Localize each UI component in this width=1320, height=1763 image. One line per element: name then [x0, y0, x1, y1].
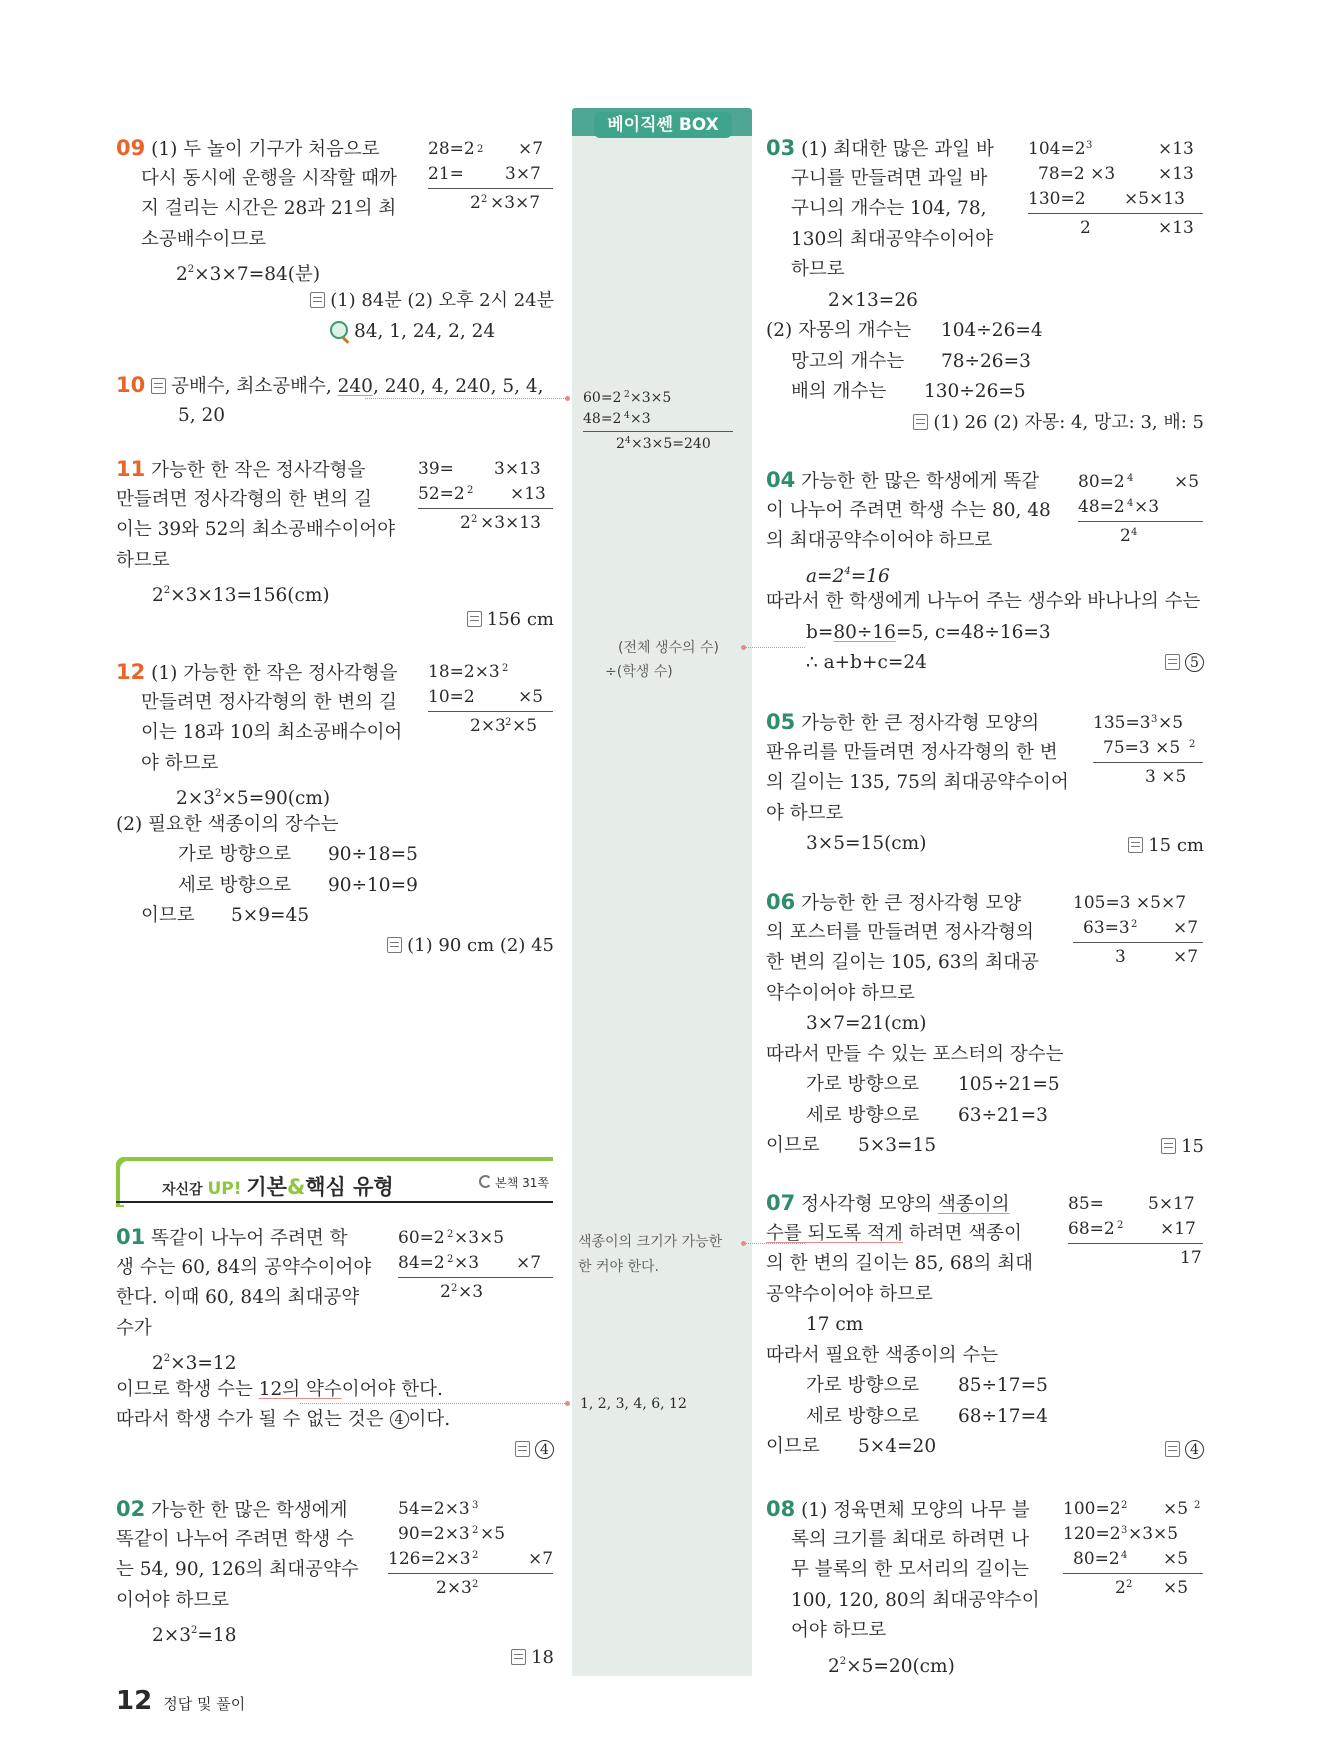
banner-pre: 자신감	[162, 1182, 203, 1198]
answer-icon	[151, 378, 166, 394]
text-line: 약수이어야 하므로	[766, 982, 915, 1004]
question-11: 11 가능한 한 작은 정사각형을 만들려면 정사각형의 한 변의 길 이는 39와 52의 최소공배수이어야 하므로 $2^2\times 3\times 13=156(cm)$	[116, 457, 396, 606]
note-04a: (전체 생수의 수)	[618, 640, 719, 656]
note-04b: ÷(학생 수)	[605, 664, 673, 680]
answer-icon	[1165, 654, 1180, 670]
text-line: (1) 두 놀이 기구가 처음으로	[151, 139, 380, 160]
question-number: 01	[116, 1225, 146, 1249]
question-01: 01 똑같이 나누어 주려면 학 생 수는 60, 84의 공약수이어야 한다. 이때 60, 84의 최대공약 수가 $2^2\times 3=12$ 이므로 학생 수는 12의 약수이어야 한다. 따라서 학생 수가 될 수 없는 것은 4 이다.	[116, 1222, 450, 1436]
question-03: 03 (1) 최대한 많은 과일 바 구니를 만들려면 과일 바 구니의 개수는 104, 78, 130의 최대공약수이어야 하므로 2×13=26 (2) 자몽의 개수는 104÷26=4 망고의 개수는 78÷26=3 배의 개수는 130÷26=5	[766, 136, 1043, 402]
question-06: 06 가능한 한 큰 정사각형 모양 의 포스터를 만들려면 정사각형의 한 변의 길이는 105, 63의 최대공 약수이어야 하므로 3×7=21(cm) 따라서 만들 수 있는 포스터의 장수는 가로 방향으로 105÷21=5 세로 방향으로 63÷21=3 이므로 5×3=15	[766, 890, 1064, 1156]
text-line: 의 한 변의 길이는 85, 68의 최대	[766, 1253, 1033, 1274]
calc-line: $2^2\times 5=20(cm)$	[828, 1655, 955, 1677]
calc-line: b=80÷16=5, c=48÷16=3	[806, 621, 1051, 643]
factor-table-02: 54=2×3 3 90=2×3 2 ×5 126=2×3 2 ×7 2×3 2	[388, 1499, 554, 1598]
banner-title2: 핵심 유형	[305, 1175, 394, 1199]
answer-icon	[913, 414, 928, 430]
text-line: 구니를 만들려면 과일 바	[791, 167, 988, 189]
text-line: 다시 동시에 운행을 시작할 때까	[141, 167, 397, 189]
connector	[365, 398, 568, 399]
calc-line: 3×5=15(cm)	[806, 833, 927, 854]
question-number: 09	[116, 136, 146, 160]
calc-line: $2^2\times 3\times 13=156(cm)$	[152, 585, 330, 606]
page-number: 12	[116, 1686, 153, 1716]
hint-09: 84, 1, 24, 2, 24	[330, 317, 495, 348]
text-line: (2) 필요한 색종이의 장수는	[116, 813, 339, 835]
banner-ref: 본책 31쪽	[479, 1174, 549, 1191]
factor-table-01: 60=2 2 ×3×5 84=2 2 ×3 ×7 2 2 ×3	[398, 1226, 553, 1305]
section-banner	[116, 1157, 553, 1207]
note-07b: 한 커야 한다.	[578, 1259, 659, 1275]
question-02: 02 가능한 한 많은 학생에게 똑같이 나누어 주려면 학생 수 는 54, 90, 126의 최대공약수 이어야 하므로 $2\times 3^2=18$	[116, 1497, 359, 1646]
factor-table-06: 105=3 ×5×7 63=3 2 ×7 3 ×7	[1073, 891, 1203, 970]
text-line: 의 포스터를 만들려면 정사각형의	[766, 921, 1034, 943]
footer	[116, 1686, 245, 1716]
answer-icon	[1161, 1138, 1176, 1154]
answer-02: 18	[511, 1643, 554, 1673]
question-number: 06	[766, 890, 796, 914]
banner-title: 기본	[246, 1175, 287, 1199]
answer-05: 15 cm	[1128, 831, 1204, 861]
answer-icon	[467, 611, 482, 627]
factor-table-07: 85= 5×17 68=2 2 ×17 17	[1068, 1194, 1202, 1268]
answer-09: (1) 84분 (2) 오후 2시 24분	[310, 286, 554, 316]
calc-line: ∴ a+b+c=24	[806, 652, 927, 673]
text-line: 하므로	[791, 259, 845, 280]
text-line: 어야 하므로	[791, 1620, 887, 1641]
question-number: 02	[116, 1497, 146, 1521]
magnifier-icon	[330, 321, 348, 339]
text-line: 따라서 한 학생에게 나누어 주는 생수와 바나나의 수는	[766, 591, 1201, 612]
calc-line: $2^2\times 3\times 7=84$(분)	[176, 264, 321, 285]
note-07a: 색종이의 크기가 가능한	[578, 1234, 723, 1250]
answer-icon	[1165, 1441, 1180, 1457]
text-line: 소공배수이므로	[141, 228, 267, 250]
calc-line: 3×7=21(cm)	[806, 1013, 927, 1034]
text-line: 수가	[116, 1317, 152, 1339]
factor-table-03: 104=2 3 ×13 78=2 ×3 ×13 130=2 ×5×13 2 ×13	[1028, 137, 1203, 241]
answer-icon	[310, 292, 325, 308]
text-line: 공약수이어야 하므로	[766, 1283, 933, 1305]
text-line: 이 나누어 주려면 학생 수는 80, 48	[766, 499, 1051, 521]
calc-line: 17 cm	[806, 1314, 864, 1335]
text-line: 생 수는 60, 84의 공약수이어야	[116, 1256, 372, 1278]
text-line: 100, 120, 80의 최대공약수이	[791, 1589, 1040, 1611]
text-line: 이는 39와 52의 최소공배수이어야	[116, 519, 396, 540]
text-line: 의 길이는 135, 75의 최대공약수이어	[766, 772, 1069, 793]
question-07: 07 정사각형 모양의 색종이의 수를 되도록 적게 하려면 색종이 의 한 변의 길이는 85, 68의 최대 공약수이어야 하므로 17 cm 따라서 필요한 색종이의 수는 가로 방향으로 85÷17=5 세로 방향으로 68÷17=4 이므로 5×4=20	[766, 1191, 1048, 1457]
answer-06: 15	[1161, 1132, 1204, 1162]
question-number: 11	[116, 457, 146, 481]
text-line: 이어야 하므로	[116, 1589, 230, 1611]
text-line: 만들려면 정사각형의 한 변의 길	[116, 488, 372, 510]
question-number: 03	[766, 136, 796, 160]
question-08: 08 (1) 정육면체 모양의 나무 블 록의 크기를 최대로 하려면 나 무 블록의 한 모서리의 길이는 100, 120, 80의 최대공약수이 어야 하므로 $2^2\times 5=20(cm)$	[766, 1497, 1040, 1677]
answer-icon	[515, 1441, 530, 1457]
text-line: 는 54, 90, 126의 최대공약수	[116, 1559, 359, 1580]
question-05: 05 가능한 한 큰 정사각형 모양의 판유리를 만들려면 정사각형의 한 변 의 길이는 135, 75의 최대공약수이어 야 하므로 3×5=15(cm)	[766, 707, 1069, 860]
question-number: 05	[766, 710, 796, 734]
text-line: 한다. 이때 60, 84의 최대공약	[116, 1287, 360, 1308]
box-title: 베이직쎈 BOX	[594, 112, 732, 138]
text-line: 따라서 필요한 색종이의 수는	[766, 1344, 999, 1366]
text-line: 의 최대공약수이어야 하므로	[766, 530, 993, 551]
answer-04: 5	[1165, 648, 1204, 678]
text-line: 수를 되도록 적게 하려면 색종이	[766, 1222, 1022, 1244]
factor-table-05: 135=3 3 ×5 75=3 ×5 2 3 ×5	[1093, 711, 1203, 790]
note-10: 60=2 2 ×3×5 48=2 4 ×3 2 4 ×3×5=240	[583, 388, 733, 455]
calc-line: $a=2^4=16$	[806, 565, 890, 587]
question-number: 08	[766, 1497, 796, 1521]
question-number: 12	[116, 660, 146, 684]
calc-line: $2\times 3^2\times 5=90(cm)$	[176, 788, 331, 809]
question-number: 10	[116, 373, 146, 397]
text-line: 따라서 만들 수 있는 포스터의 장수는	[766, 1043, 1064, 1065]
text-line: 지 걸리는 시간은 28과 21의 최	[141, 198, 397, 219]
text-line: 야 하므로	[141, 752, 219, 774]
answer-icon	[1128, 837, 1143, 853]
question-12: 12 (1) 가능한 한 작은 정사각형을 만들려면 정사각형의 한 변의 길 이는 18과 10의 최소공배수이어 야 하므로 $2\times 3^2\times 5=90(cm)$ (2) 필요한 색종이의 장수는 가로 방향으로 90÷18=5 세로 방향으로 90÷10=9 이므로 5×9=45	[116, 660, 418, 926]
question-number: 07	[766, 1191, 796, 1215]
text-line: 한 변의 길이는 105, 63의 최대공	[766, 952, 1039, 973]
text-line: 야 하므로	[766, 802, 844, 824]
factor-table-11: 39= 3×13 52=2 2 ×13 2 2 ×3×13	[418, 457, 553, 536]
calc-line: $2\times 3^2=18$	[152, 1625, 237, 1646]
basic-box-column	[572, 116, 752, 1676]
text-line: 구니의 개수는 104, 78,	[791, 198, 987, 219]
answer-01: 4	[515, 1435, 554, 1465]
answer-11: 156 cm	[467, 605, 554, 635]
banner-amp: &	[286, 1175, 306, 1199]
connector	[300, 1403, 565, 1404]
text-line: 이는 18과 10의 최소공배수이어	[141, 722, 403, 743]
factor-table-12: 18=2×3 2 10=2 ×5 2×3 2 ×5	[428, 660, 553, 739]
question-10: 10 공배수, 최소공배수, 240, 240, 4, 240, 5, 4, 5, 20	[116, 370, 544, 431]
text-line: 하므로	[116, 549, 170, 571]
question-number: 04	[766, 468, 796, 492]
refresh-icon	[479, 1175, 492, 1188]
answer-03: (1) 26 (2) 자몽: 4, 망고: 3, 배: 5	[913, 408, 1204, 438]
text-line: 이므로 학생 수는 12의 약수이어야 한다.	[116, 1378, 443, 1400]
text-line: 똑같이 나누어 주려면 학생 수	[116, 1528, 354, 1550]
text-line: 판유리를 만들려면 정사각형의 한 변	[766, 741, 1058, 763]
calc-line: $2^2\times 3=12$	[152, 1353, 237, 1374]
question-04: 04 가능한 한 많은 학생에게 똑같 이 나누어 주려면 학생 수는 80, 48 의 최대공약수이어야 하므로 $a=2^4=16$ 따라서 한 학생에게 나누어 주는 생수와 바나나의 수는 b=80÷16=5, c=48÷16=3 ∴ a+b+c=24	[766, 465, 1200, 679]
factor-table-04: 80=2 4 ×5 48=2 4 ×3 2 4	[1078, 470, 1203, 549]
question-09	[116, 133, 397, 286]
factor-table-09: 28=2 2 ×7 21= 3×7 2 2 ×3×7	[428, 137, 553, 216]
calc-line: 2×13=26	[828, 289, 918, 311]
text-line: 록의 크기를 최대로 하려면 나	[791, 1528, 1029, 1550]
factor-table-08: 100=2 2 ×5 2 120=2 3 ×3×5 80=2 4 ×5 2 2 ×5	[1063, 1497, 1203, 1601]
banner-up: UP!	[207, 1179, 242, 1199]
text-line: 130의 최대공약수이어야	[791, 228, 994, 250]
answer-icon	[387, 937, 402, 953]
answer-12: (1) 90 cm (2) 45	[387, 931, 554, 961]
text-line: 5, 20	[178, 404, 226, 426]
note-01: 1, 2, 3, 4, 6, 12	[580, 1396, 687, 1412]
connector-dot	[565, 1401, 570, 1406]
answer-07: 4	[1165, 1435, 1204, 1465]
text-line: 만들려면 정사각형의 한 변의 길	[141, 691, 397, 713]
text-line: 따라서 학생 수가 될 수 없는 것은 4 이다.	[116, 1409, 451, 1430]
footer-label: 정답 및 풀이	[163, 1695, 246, 1713]
text-line: 무 블록의 한 모서리의 길이는	[791, 1559, 1029, 1580]
answer-icon	[511, 1649, 526, 1665]
connector-dot	[565, 396, 570, 401]
